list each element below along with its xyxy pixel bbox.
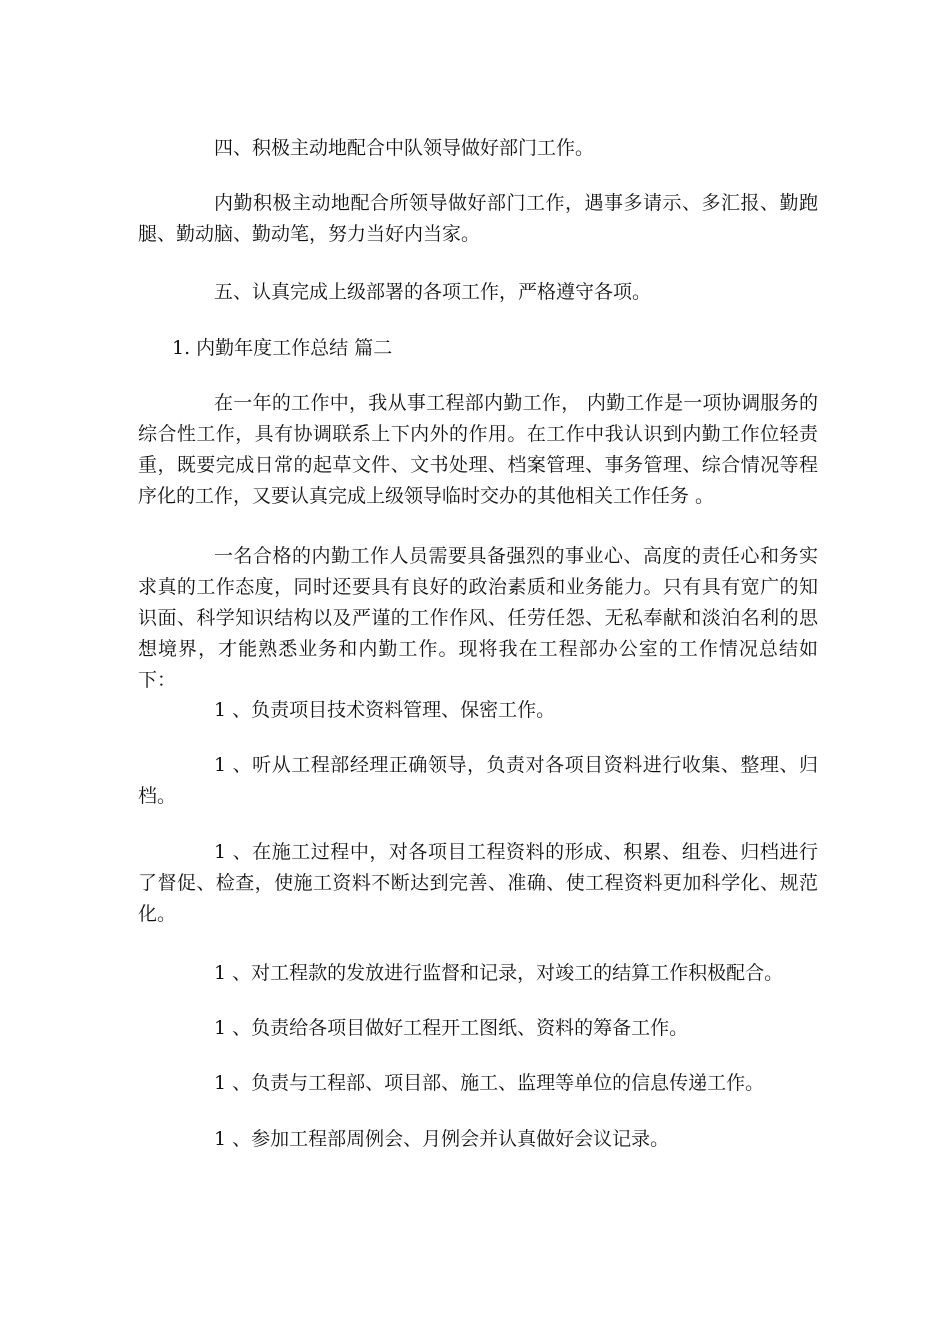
list-item-construction-process: 1 、在施工过程中，对各项目工程资料的形成、积累、组卷、归档进行了督促、检查，使施工资料不断达到完善、准确、使工程资料更加科学化、规范化。: [138, 841, 818, 925]
paragraph-qualified-staff: 一名合格的内勤工作人员需要具备强烈的事业心、高度的责任心和务实求真的工作态度，同时还要具有良好的政治素质和业务能力。只有具有宽广的知识面、科学知识结构以及严谨的工作作风、任劳任怨、无私奉献和淡泊名利的思想境界，才能熟悉业务和内勤工作。现将我在工程部办公室的工作情况总结如下：: [138, 545, 818, 691]
list-item-follow-manager: 1 、听从工程部经理正确领导，负责对各项目资料进行收集、整理、归档。: [138, 754, 818, 807]
list-item-drawings-preparation: 1 、负责给各项目做好工程开工图纸、资料的筹备工作。: [214, 1017, 689, 1039]
article-two-heading: 1. 内勤年度工作总结 篇二: [172, 337, 393, 359]
paragraph-year-work: 在一年的工作中，我从事工程部内勤工作， 内勤工作是一项协调服务的综合性工作，具有协调联系上下内外的作用。在工作中我认识到内勤工作位轻责重，既要完成日常的起草文件、文书处理、档案管理、事务管理、综合情况等程序化的工作，又要认真完成上级领导临时交办的其他相关工作任务 。: [138, 392, 818, 507]
list-item-technical-data: 1 、负责项目技术资料管理、保密工作。: [214, 699, 556, 721]
paragraph-cooperation: 内勤积极主动地配合所领导做好部门工作，遇事多请示、多汇报、勤跑腿、勤动脑、勤动笔，努力当好内当家。: [138, 192, 818, 245]
list-item-payment-supervision: 1 、对工程款的发放进行监督和记录，对竣工的结算工作积极配合。: [214, 962, 784, 984]
list-item-information-transfer: 1 、负责与工程部、项目部、施工、监理等单位的信息传递工作。: [214, 1072, 765, 1094]
list-item-meeting-records: 1 、参加工程部周例会、月例会并认真做好会议记录。: [214, 1128, 670, 1150]
section-four-heading: 四、积极主动地配合中队领导做好部门工作。: [214, 137, 595, 159]
section-five-heading: 五、认真完成上级部署的各项工作，严格遵守各项。: [214, 281, 652, 303]
